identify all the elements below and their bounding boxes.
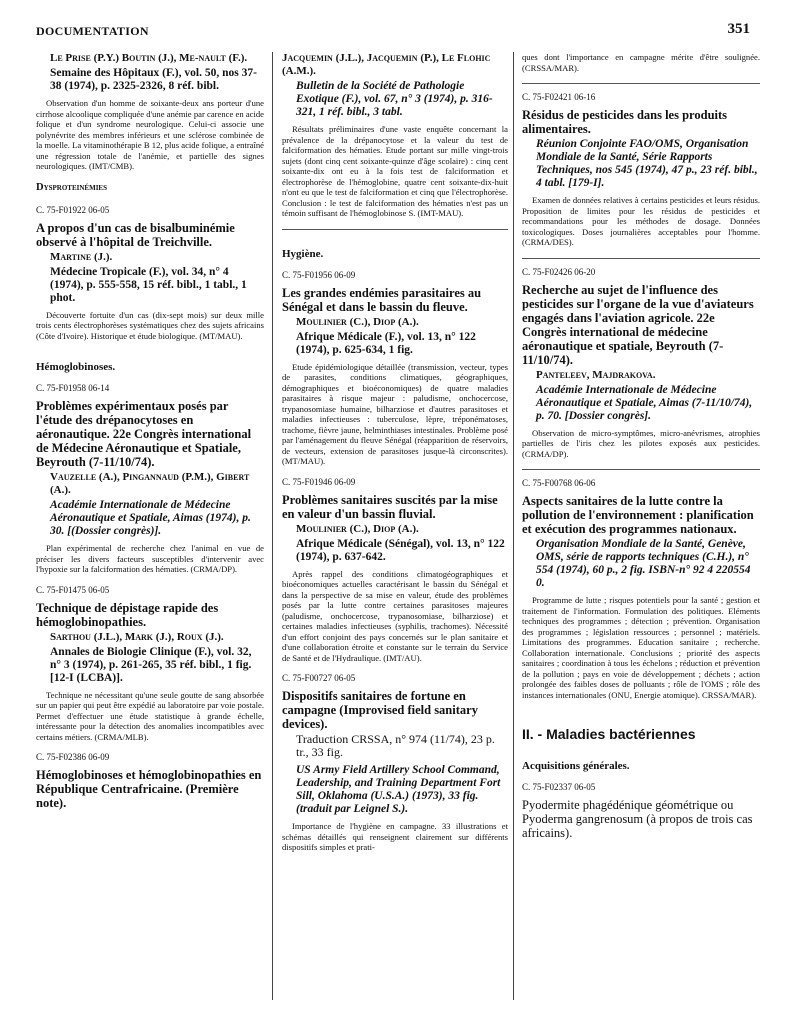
entry-abstract: ques dont l'importance en campagne mérite d'être soulignée. (CRSSA/MAR). xyxy=(522,52,760,73)
entry-ref: C. 75-F01922 06-05 xyxy=(36,204,110,215)
entry-source: Annales de Biologie Clinique (F.), vol. 32, n° 3 (1974), p. 261-265, 35 réf. bibl., 1 fig. [12-I (LCBA)]. xyxy=(50,645,252,684)
entry-authors: Martine (J.). xyxy=(50,250,113,263)
entry-source: Médecine Tropicale (F.), vol. 34, n° 4 (1974), p. 555-558, 15 réf. bibl., 1 tabl., 1 phot. xyxy=(50,265,247,304)
entry-title: Résidus de pesticides dans les produits alimentaires. xyxy=(522,108,728,136)
divider xyxy=(522,83,760,84)
entry-source: Académie Internationale de Médecine Aéronautique et Spatiale, Aimas (1974), p. 30. [(Dossier congrès)]. xyxy=(50,499,251,537)
entry-abstract: Plan expérimental de recherche chez l'animal en vue de préciser les divers facteurs susceptibles d'intervenir avec l'hypoxie sur la falciformation des hématies. (CRMA/DP). xyxy=(36,543,264,574)
entry-ref: C. 75-F02421 06-16 xyxy=(522,92,596,102)
entry-ref: C. 75-F02386 06-09 xyxy=(36,752,110,762)
divider xyxy=(522,469,760,470)
entry-ref: C. 75-F01475 06-05 xyxy=(36,584,110,595)
entry-ref: C. 75-F00727 06-05 xyxy=(282,673,356,683)
entry-source: Afrique Médicale (F.), vol. 13, n° 122 (1974), p. 625-634, 1 fig. xyxy=(296,330,476,356)
entry-abstract: Observation d'un homme de soixante-deux ans porteur d'une cirrhose alcoolique compliquée d'une anémie par carence en acide folique et d'un syndrome neurologique. Celui-ci associe une polynévrite des membres inférieurs et une sclérose combinée de la moelle. La vitaminothérapie B 12, plus acide folique, a entraîné une régression totale de l'anémie, et partielle des signes neurologiques. (IMT/CMB). xyxy=(36,98,264,171)
entry-authors: Moulinier (C.), Diop (A.). xyxy=(296,522,419,535)
entry-abstract: Technique ne nécessitant qu'une seule goutte de sang absorbée sur un papier qui peut être expédié au laboratoire par voie postale. Permet d'effectuer une étude statistique à grande échelle, intéressante pour la détection des anomalies incompatibles avec certains métiers. (CRMA/MLB). xyxy=(36,689,264,742)
entry-title: Pyodermite phagédénique géométrique ou Pyoderma gangrenosum (à propos de trois cas africains). xyxy=(522,798,753,840)
entry-title: Aspects sanitaires de la lutte contre la pollution de l'environnement : planification et exécution des programmes nationaux. xyxy=(522,494,754,536)
entry-ref: C. 75-F00768 06-06 xyxy=(522,478,596,488)
divider xyxy=(522,258,760,259)
entry-abstract: Découverte fortuite d'un cas (dix-sept mois) sur deux mille trois cents électrophorèses systématiques chez des sujets africains (Côte d'Ivoire). Historique et étude biologique. (MT/MAU). xyxy=(36,309,264,341)
entry-title: A propos d'un cas de bisalbuminémie observé à l'hôpital de Treichville. xyxy=(36,220,235,249)
entry-title: Recherche au sujet de l'influence des pesticides sur l'organe de la vue d'aviateurs engagés dans l'aviation agricole. 22e Congrès international de médecine aéronautique et spatiale, Beyrouth (7-11/10/74). xyxy=(522,282,754,367)
entry-title: Problèmes sanitaires suscités par la mise en valeur d'un bassin fluvial. xyxy=(282,492,498,521)
entry-title: Dispositifs sanitaires de fortune en campagne (Improvised field sanitary devices). xyxy=(282,689,478,731)
divider xyxy=(282,229,508,230)
entry-authors: Moulinier (C.), Diop (A.). xyxy=(296,315,419,328)
entry-ref: C. 75-F01946 06-09 xyxy=(282,476,356,487)
section-heading: Dysproteinémies xyxy=(36,181,107,193)
entry-source: Afrique Médicale (Sénégal), vol. 13, n° 122 (1974), p. 637-642. xyxy=(296,537,505,563)
entry-ref: C. 75-F02337 06-05 xyxy=(522,782,596,792)
column-left xyxy=(36,52,264,812)
column-rule xyxy=(272,52,273,1000)
entry-authors: Le Prise (P.Y.) Boutin (J.), Me-nault (F.). xyxy=(50,52,248,64)
entry-source: Organisation Mondiale de la Santé, Genève, OMS, série de rapports techniques (C.H.), n° 554 (1974), 60 p., 2 fig. ISBN-n° 92 4 220554 0. xyxy=(536,538,751,589)
entry-ref: C. 75-F02426 06-20 xyxy=(522,266,596,277)
entry-source: US Army Field Artillery School Command, Leadership, and Training Department Fort Sill, Oklahoma (U.S.A.) (1973), 33 fig. (traduit par Leignel S.). xyxy=(296,764,501,815)
entry-source: Académie Internationale de Médecine Aéronautique et Spatiale, Aimas (7-11/10/74), p. 70. [Dossier congrès]. xyxy=(536,383,753,422)
entry-abstract: Observation de micro-symptômes, micro-anévrismes, atrophies partielles de l'iris chez les pilotes exposés aux pesticides. (CRMA/DP). xyxy=(522,427,760,459)
entry-abstract: Importance de l'hygiène en campagne. 33 illustrations et schémas détaillés qui renseignent clairement sur différents dispositifs simples et prati- xyxy=(282,821,508,852)
entry-title: Les grandes endémies parasitaires au Sénégal et dans le bassin du fleuve. xyxy=(282,285,482,314)
column-middle xyxy=(282,52,508,863)
entry-title: Hémoglobinoses et hémoglobinopathies en République Centrafricaine. (Première note). xyxy=(36,768,262,810)
running-header: DOCUMENTATION xyxy=(36,24,149,38)
column-rule xyxy=(513,52,514,1000)
column-right xyxy=(522,52,760,842)
entry-abstract: Résultats préliminaires d'une vaste enquête concernant la prévalence de la drépanocytose et la valeur du test de falciformation des hématies. Etude portant sur mille vingt-trois sujets (dont cinq cent soixante-quinze d'âge scolaire) : cinq cent soixante-dix ont eu à la fois test de falciformation et électrophorèse de l'hémoglobine, quatre cent soixante-dix-huit n'ont eu que le test de falciformation et cinq que l'électrophorèse. Conclusion : le test de falciformation des hématies n'est pas un témoin suffisant de l'hémoglobinose S. (IMT-MAU). xyxy=(282,124,508,218)
entry-source: Réunion Conjointe FAO/OMS, Organisation Mondiale de la Santé, Série Rapports Techniques, nos 545 (1974), 47 p., 23 réf. bibl., 4 tabl. [179-I]. xyxy=(536,138,758,189)
entry-authors: Sarthou (J.L.), Mark (J.), Roux (J.). xyxy=(50,630,224,643)
entry-ref: C. 75-F01958 06-14 xyxy=(36,383,110,393)
section-heading: Acquisitions générales. xyxy=(522,760,630,772)
page-number: 351 xyxy=(727,21,750,37)
entry-abstract: Après rappel des conditions climatogéographiques et bioéconomiques actuelles caractérisant le bassin du Sénégal et dans la perspective de sa mise en valeur, étude des problèmes posés par la lutte contre certaines parasitoses majeures (paludisme, onchocercose, trypanosomiase, bilharziose) et certaines maladies infectieuses (syphilis, trachomes). Nécessité d'un effort conjoint des pays concernés sur le plan sanitaire et d'une collaboration étroite et constante sur le terrain du Service de Santé et de l'Hydraulique. (IMT/AU). xyxy=(282,568,508,663)
entry-source: Traduction CRSSA, n° 974 (11/74), 23 p. tr., 33 fig. xyxy=(296,732,495,759)
entry-title: Technique de dépistage rapide des hémoglobinopathies. xyxy=(36,600,219,629)
entry-abstract: Examen de données relatives à certains pesticides et leurs résidus. Proposition de limites pour les résidus de pesticides et recommandations pour les méthodes de dosage. Données toxicologiques. Doses journalières acceptables pour l'homme. (CRMA/DES). xyxy=(522,195,760,247)
entry-authors: Jacquemin (J.L.), Jacquemin (P.), Le Flohic (A.M.). xyxy=(282,52,491,77)
entry-source: Semaine des Hôpitaux (F.), vol. 50, nos 37-38 (1974), p. 2325-2326, 8 réf. bibl. xyxy=(50,67,257,92)
entry-source: Bulletin de la Société de Pathologie Exotique (F.), vol. 67, n° 3 (1974), p. 316-321, 1 réf. bibl., 3 tabl. xyxy=(296,80,493,118)
entry-abstract: Etude épidémiologique détaillée (transmission, vecteur, types de parasites, conditions climatiques, géographiques, démographiques et bioéconomiques) de quatre maladies parasitaires à risque majeur : paludisme, onchocercose, trypanosomiase humaine, bilharziose et d'autres parasitoses et maladies infectieuses : tuberculose, lèpre, tréponématoses, trachome, fièvre jaune, helminthiases intestinales. Problème posé par l'aménagement du fleuve Sénégal (réapparition de réservoirs, de vecteurs, extension de parasitoses jusque-là circonscrites). (MT/MAU). xyxy=(282,361,508,466)
entry-title: Problèmes expérimentaux posés par l'étude des drépanocytoses en aéronautique. 22e Congrès international de Médecine Aéronautique et Spatiale, Beyrouth (7-11/10/74). xyxy=(36,399,252,469)
entry-authors: Vauzelle (A.), Pingannaud (P.M.), Gibert (A.). xyxy=(50,471,250,496)
entry-ref: C. 75-F01956 06-09 xyxy=(282,269,356,280)
entry-abstract: Programme de lutte ; risques potentiels pour la santé ; gestion et traitement de l'information. Formulation des politiques. Eléments techniques des programmes ; détection ; prévention. Organisation des programmes ; législation ressources ; personnel ; matériels. Limitations des programmes. Education sanitaire ; recherche. Collaboration internationale. Conclusions ; priorité des aspects sanitaires ; coordination à tous les échelons ; réduction et prévention de la pollution ; pays en voie de développement ; déchets ; action prolongée des faibles doses de polluants ; rôle de l'OMS ; rôle des instances internationales (ONU, Energie atomique). CRSSA/MAR). xyxy=(522,595,760,700)
section-heading-major: II. - Maladies bactériennes xyxy=(522,726,696,742)
section-heading: Hémoglobinoses. xyxy=(36,361,116,373)
entry-authors: Panteleev, Majdrakova. xyxy=(536,368,656,381)
section-heading: Hygiène. xyxy=(282,247,324,260)
